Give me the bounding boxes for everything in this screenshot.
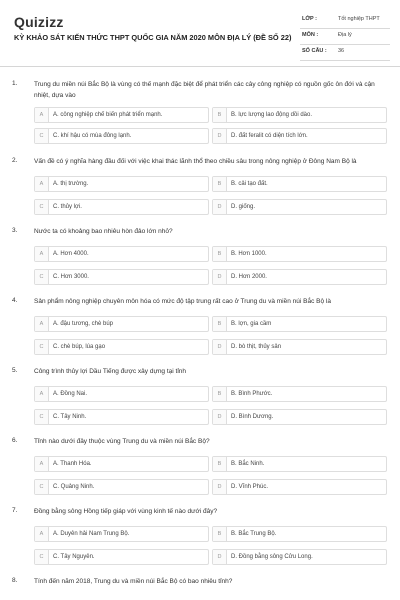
worksheet-meta (300, 13, 390, 61)
option-text: A. Đồng Nai. (53, 391, 88, 397)
option-letter: C (35, 340, 49, 354)
option-text: D. Hơn 2000. (231, 274, 267, 280)
question-text: Tính đến năm 2018, Trung du và miền núi Bắc Bộ có bao nhiêu tỉnh? (34, 578, 233, 585)
question-number: 5. (12, 367, 18, 374)
answer-option-a[interactable] (34, 456, 209, 472)
meta-value: Địa lý (338, 32, 352, 38)
meta-label: MÔN : (302, 32, 319, 38)
option-text: B. Hơn 1000. (231, 251, 267, 257)
option-text: C. Tây Nguyên. (53, 554, 95, 560)
question-number: 6. (12, 437, 18, 444)
option-letter: B (213, 247, 227, 261)
question-number: 3. (12, 227, 18, 234)
option-letter: A (35, 247, 49, 261)
option-text: B. Bắc Trung Bộ. (231, 531, 277, 537)
worksheet-header (0, 0, 400, 66)
meta-row-subject (300, 29, 390, 45)
answer-option-b[interactable] (212, 526, 387, 542)
option-text: B. Bắc Ninh. (231, 461, 265, 467)
answer-option-c[interactable] (34, 479, 209, 495)
option-letter: D (213, 550, 227, 564)
question-number: 1. (12, 80, 18, 87)
option-letter: D (213, 270, 227, 284)
answer-option-b[interactable] (212, 246, 387, 262)
question-text: Công trình thủy lợi Dầu Tiếng được xây dựng tại tỉnh (34, 368, 187, 375)
answer-option-a[interactable] (34, 176, 209, 192)
answer-option-b[interactable] (212, 456, 387, 472)
option-letter: C (35, 550, 49, 564)
option-letter: B (213, 317, 227, 331)
option-letter: A (35, 177, 49, 191)
option-letter: D (213, 129, 227, 143)
answer-option-c[interactable] (34, 409, 209, 425)
option-text: D. giống. (231, 204, 256, 210)
answer-option-a[interactable] (34, 316, 209, 332)
option-text: D. Vĩnh Phúc. (231, 484, 269, 490)
option-letter: C (35, 129, 49, 143)
option-letter: A (35, 108, 49, 122)
option-text: C. thủy lợi. (53, 204, 82, 210)
option-text: B. lực lượng lao động dồi dào. (231, 112, 313, 118)
option-text: C. Tây Ninh. (53, 414, 87, 420)
option-text: B. cải tạo đất. (231, 181, 268, 187)
option-text: A. Duyên hải Nam Trung Bộ. (53, 531, 130, 537)
meta-value: 36 (338, 48, 345, 54)
answer-option-b[interactable] (212, 386, 387, 402)
answer-option-c[interactable] (34, 549, 209, 565)
answer-option-a[interactable] (34, 386, 209, 402)
option-letter: C (35, 270, 49, 284)
question-text: Nước ta có khoảng bao nhiêu hòn đảo lớn nhỏ? (34, 228, 173, 235)
answer-option-b[interactable] (212, 107, 387, 123)
option-letter: B (213, 387, 227, 401)
answer-option-a[interactable] (34, 526, 209, 542)
option-text: A. Hơn 4000. (53, 251, 89, 257)
option-text: C. chè búp, lúa gạo (53, 344, 106, 350)
option-letter: B (213, 177, 227, 191)
answer-option-d[interactable] (212, 479, 387, 495)
question-number: 8. (12, 577, 18, 584)
option-letter: D (213, 480, 227, 494)
header-divider (0, 66, 400, 67)
option-letter: C (35, 480, 49, 494)
option-letter: D (213, 410, 227, 424)
meta-row-class (300, 13, 390, 29)
option-letter: C (35, 410, 49, 424)
option-letter: A (35, 527, 49, 541)
option-text: D. Bình Dương. (231, 414, 274, 420)
option-text: C. Hơn 3000. (53, 274, 89, 280)
option-text: D. Đồng bằng sông Cửu Long. (231, 554, 313, 560)
option-letter: C (35, 200, 49, 214)
option-text: B. Bình Phước. (231, 391, 273, 397)
option-text: D. đất feralit có diện tích lớn. (231, 133, 308, 139)
option-text: D. bò thịt, thủy sản (231, 344, 282, 350)
option-text: A. đậu tương, chè búp (53, 321, 113, 327)
option-letter: A (35, 457, 49, 471)
option-text: C. khí hậu có mùa đông lạnh. (53, 133, 132, 139)
question-number: 7. (12, 507, 18, 514)
question-text: Tỉnh nào dưới đây thuộc vùng Trung du và miền núi Bắc Bộ? (34, 438, 210, 445)
option-letter: D (213, 340, 227, 354)
answer-option-c[interactable] (34, 128, 209, 144)
worksheet-title: KỲ KHẢO SÁT KIẾN THỨC THPT QUỐC GIA NĂM 2020 MÔN ĐỊA LÝ (ĐỀ SỐ 22) (14, 33, 292, 42)
answer-option-d[interactable] (212, 269, 387, 285)
answer-option-c[interactable] (34, 269, 209, 285)
option-letter: A (35, 387, 49, 401)
meta-value: Tốt nghiệp THPT (338, 16, 380, 22)
answer-option-a[interactable] (34, 107, 209, 123)
answer-option-d[interactable] (212, 549, 387, 565)
option-text: A. công nghiệp chế biến phát triển mạnh. (53, 112, 163, 118)
option-letter: B (213, 108, 227, 122)
answer-option-c[interactable] (34, 199, 209, 215)
option-letter: A (35, 317, 49, 331)
option-text: A. Thanh Hóa. (53, 461, 92, 467)
answer-option-a[interactable] (34, 246, 209, 262)
question-text: Sản phẩm nông nghiệp chuyên môn hóa có mức độ tập trung rất cao ở Trung du và miền núi Bắc Bộ là (34, 298, 331, 305)
option-letter: B (213, 527, 227, 541)
answer-option-b[interactable] (212, 316, 387, 332)
question-text: Trung du miền núi Bắc Bộ là vùng có thế mạnh đặc biệt để phát triển các cây công nghiệp có nguồn gốc ôn đới và cận nhiệt, dựa vào (34, 81, 375, 99)
answer-option-b[interactable] (212, 176, 387, 192)
question-text: Đồng bằng sông Hồng tiếp giáp với vùng kinh tế nào dưới đây? (34, 508, 218, 515)
answer-option-d[interactable] (212, 339, 387, 355)
question-number: 4. (12, 297, 18, 304)
option-text: C. Quảng Ninh. (53, 484, 95, 490)
answer-option-d[interactable] (212, 409, 387, 425)
meta-label: LỚP : (302, 16, 317, 22)
answer-option-c[interactable] (34, 339, 209, 355)
option-letter: D (213, 200, 227, 214)
question-number: 2. (12, 157, 18, 164)
answer-option-d[interactable] (212, 199, 387, 215)
quizizz-logo: Quizizz (14, 14, 64, 30)
option-text: B. lợn, gia cầm (231, 321, 272, 327)
option-text: A. thị trường. (53, 181, 89, 187)
answer-option-d[interactable] (212, 128, 387, 144)
option-letter: B (213, 457, 227, 471)
meta-row-question-count (300, 45, 390, 61)
meta-label: SỐ CÂU : (302, 48, 327, 54)
question-text: Vấn đề có ý nghĩa hàng đầu đối với việc khai thác lãnh thổ theo chiều sâu trong nông nghiệp ở Đông Nam Bộ là (34, 158, 357, 165)
